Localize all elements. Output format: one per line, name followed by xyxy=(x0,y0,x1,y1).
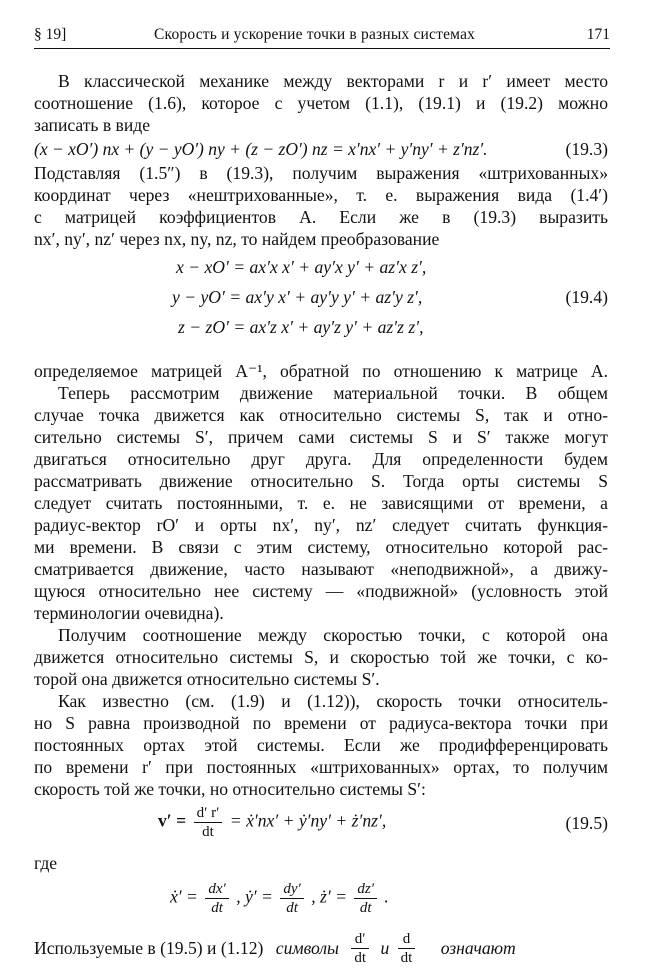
header-title: Скорость и ускорение точки в разных системах xyxy=(154,26,476,43)
fraction xyxy=(351,930,369,967)
running-header xyxy=(34,20,610,49)
word-mean: означают xyxy=(440,938,516,958)
text-line: определяемое матрицей A⁻¹, обратной по отношению к матрице A. xyxy=(34,361,608,381)
fraction xyxy=(205,880,228,917)
fraction-numerator: d′ xyxy=(351,930,369,949)
derivative-end: . xyxy=(384,886,389,907)
equation-number: (19.5) xyxy=(565,813,608,833)
fraction-numerator: dy′ xyxy=(280,880,303,899)
text-line: координат через «нештрихованные», т. е. выражения вида (1.4′) xyxy=(34,185,608,205)
fraction-numerator: dx′ xyxy=(205,880,228,899)
text-line: постоянных ортах этой системы. Если же продифференцировать xyxy=(34,735,608,755)
text-line: рассматривать движение относительно S. Тогда орты системы S xyxy=(34,471,608,491)
fraction-numerator: dz′ xyxy=(354,880,377,899)
text-line: терминологии очевидна). xyxy=(34,603,224,623)
fraction xyxy=(354,880,377,917)
text-line: движется относительно системы S, и скоростью той же точки, с ко- xyxy=(34,647,608,667)
equation-19-3: (x − xO′) nx + (y − yO′) ny + (z − zO′) nz = x′nx′ + y′ny′ + z′nz′. xyxy=(34,139,488,159)
equation-19-5 xyxy=(158,804,386,841)
text-line: скорость той же точки, но относительно системы S′: xyxy=(34,779,426,799)
text-line: случае точка движется как относительно системы S, так и отно- xyxy=(34,405,608,425)
derivative-z-lhs: , ż′ = xyxy=(311,886,347,907)
fraction-denominator: dt xyxy=(354,950,367,966)
text-line: соотношение (1.6), которое с учетом (1.1), (19.1) и (19.2) можно xyxy=(34,93,608,113)
text-line: радиус-вектор rO′ и орты nx′, ny′, nz′ следует считать функция- xyxy=(34,515,608,535)
text-line: сматривается движение, часто называют «неподвижной», а движу- xyxy=(34,559,608,579)
fraction-denominator: dt xyxy=(211,900,223,916)
fraction-denominator: dt xyxy=(202,824,214,840)
fraction-numerator: d xyxy=(398,930,416,949)
fraction xyxy=(398,930,416,967)
derivative-definitions xyxy=(170,880,389,917)
text-line: сительно системы S′, причем сами системы S и S′ также могут xyxy=(34,427,608,447)
text-line: но S равна производной по времени от радиуса-вектора точки при xyxy=(34,713,608,733)
fraction-denominator: dt xyxy=(359,900,372,916)
text-line: двигаться относительно друг друга. Для определенности будем xyxy=(34,449,608,469)
equation-number: (19.4) xyxy=(565,287,608,307)
fraction xyxy=(280,880,303,917)
text-line: nx′, ny′, nz′ через nx, ny, nz, то найдем преобразование xyxy=(34,229,440,249)
section-number: § 19] xyxy=(34,26,67,43)
derivative-x-lhs: ẋ′ = xyxy=(170,886,198,907)
derivative-y-lhs: , ẏ′ = xyxy=(236,886,273,907)
text-line: Как известно (см. (1.9) и (1.12)), скорость точки относитель- xyxy=(58,691,608,711)
fraction-denominator: dt xyxy=(400,950,413,966)
text-line: В классической механике между векторами r и r′ имеет место xyxy=(58,71,608,91)
text-line: Теперь рассмотрим движение материальной точки. В общем xyxy=(58,383,608,403)
fraction-numerator: d′ r′ xyxy=(194,804,223,823)
text-line: Получим соотношение между скоростью точки, с которой она xyxy=(58,625,608,645)
equation-19-4-line-1: x − xO′ = ax′x x′ + ay′x y′ + az′x z′, xyxy=(176,257,427,277)
word-symbols: символы xyxy=(275,938,339,958)
last-text-line xyxy=(34,930,608,967)
text-line: щуюся относительно нее систему — «подвижной» (условность этой xyxy=(34,581,608,601)
text-line: записать в виде xyxy=(34,115,151,135)
text-line: по времени r′ при постоянных «штрихованных» ортах, то получим xyxy=(34,757,608,777)
text-line: торой она движется относительно системы S′. xyxy=(34,669,380,689)
equation-rhs: = ẋ′nx′ + ẏ′ny′ + ż′nz′, xyxy=(229,810,387,831)
equation-lhs: v′ = xyxy=(158,810,187,831)
text-line: с матрицей коэффициентов A. Если же в (19.3) выразить xyxy=(34,207,608,227)
equation-19-4-line-3: z − zO′ = ax′z x′ + ay′z y′ + az′z z′, xyxy=(178,317,424,337)
equation-number: (19.3) xyxy=(565,139,608,159)
equation-19-4-line-2: y − yO′ = ax′y x′ + ay′y y′ + az′y z′, xyxy=(172,287,423,307)
fraction xyxy=(194,804,223,841)
text-line: следует считать постоянными, т. е. не зависящими от времени, а xyxy=(34,493,608,513)
text-line: Подставляя (1.5″) в (19.3), получим выражения «штрихованных» xyxy=(34,163,608,183)
fraction-denominator: dt xyxy=(286,900,298,916)
page-number: 171 xyxy=(586,26,610,43)
last-line-text: Используемые в (19.5) и (1.12) xyxy=(34,938,264,958)
text-line: где xyxy=(34,853,58,873)
word-and: и xyxy=(380,938,390,958)
text-line: ми времени. В связи с этим систему, относительно которой рас- xyxy=(34,537,608,557)
